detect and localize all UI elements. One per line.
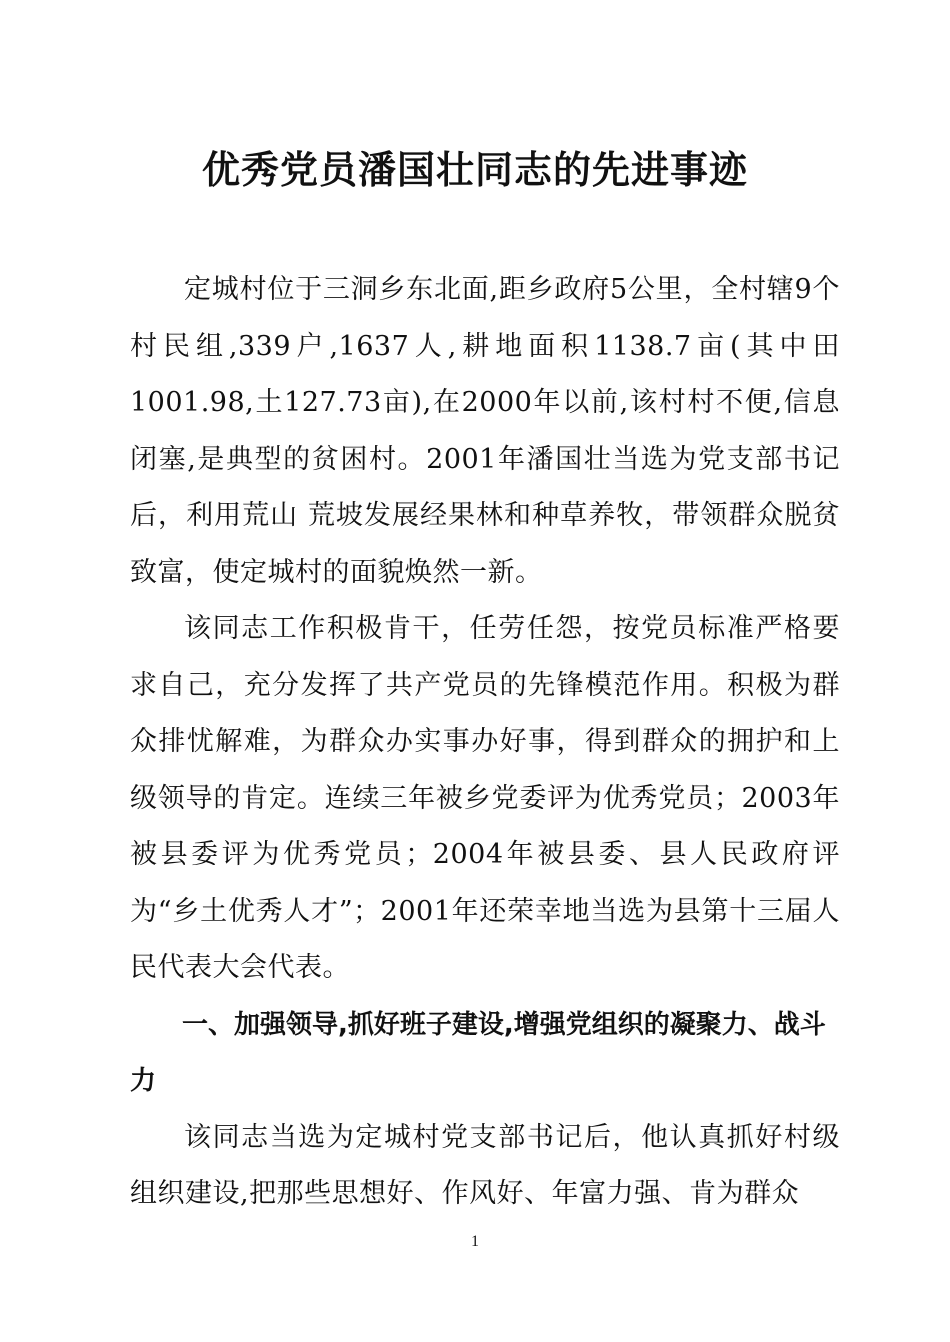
document-body <box>130 262 840 1223</box>
page-number: 1 <box>471 1233 479 1250</box>
paragraph-intro: 定城村位于三洞乡东北面,距乡政府5公里，全村辖9个村民组,339户,1637人,耕地面积1138.7亩(其中田1001.98,土127.73亩),在2000年以前,该村村不便,信息闭塞,是典型的贫困村。2001年潘国壮当选为党支部书记后，利用荒山 荒坡发展经果林和种草养牧，带领群众脱贫致富，使定城村的面貌焕然一新。 <box>130 274 840 588</box>
section-heading: 一、加强领导,抓好班子建设,增强党组织的凝聚力、战斗力 <box>130 1009 826 1096</box>
paragraph-achievements: 该同志工作积极肯干，任劳任怨，按党员标准严格要求自己，充分发挥了共产党员的先锋模范作用。积极为群众排忧解难，为群众办实事办好事，得到群众的拥护和上级领导的肯定。连续三年被乡党委评为优秀党员；2003年被县委评为优秀党员；2004年被县委、县人民政府评为“乡土优秀人才”；2001年还荣幸地当选为县第十三届人民代表大会代表。 <box>130 613 840 983</box>
paragraph-section-one: 该同志当选为定城村党支部书记后，他认真抓好村级组织建设,把那些思想好、作风好、年富力强、肯为群众 <box>130 1121 840 1209</box>
document-title: 优秀党员潘国壮同志的先进事迹 <box>201 147 748 192</box>
